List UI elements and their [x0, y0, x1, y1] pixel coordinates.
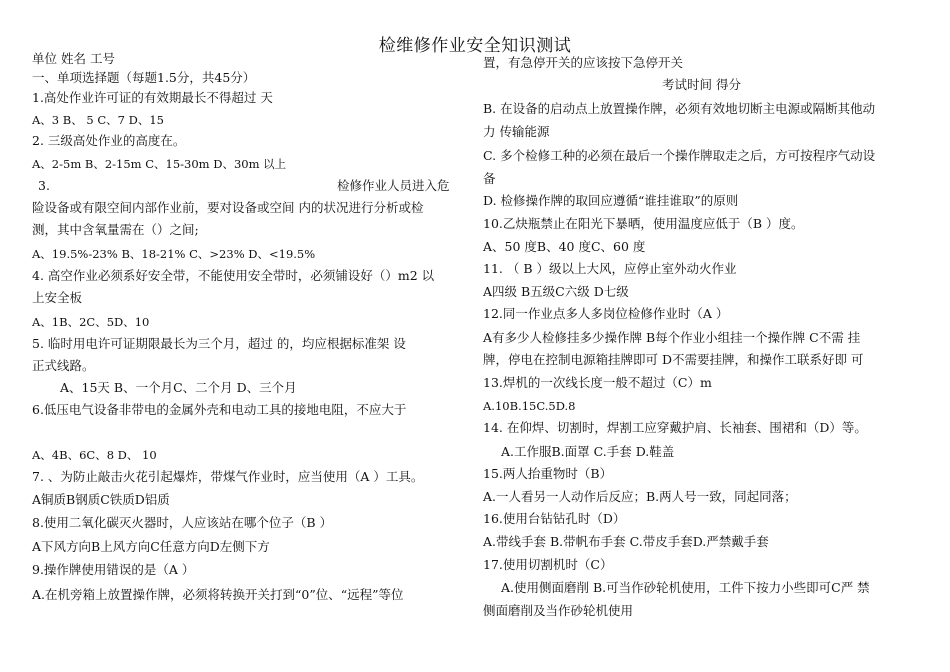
question-7-options: A铜质B钢质C铁质D铝质: [32, 492, 170, 507]
question-17: 17.使用切割机时（C）: [483, 557, 613, 572]
question-3-line-3: 测，其中含氧量需在（）之间;: [32, 222, 199, 237]
question-3-line-1: 检修作业人员进入危: [337, 178, 450, 193]
question-8: 8.使用二氧化碳灭火器时，人应该站在哪个位子（B ）: [32, 515, 333, 530]
question-6-options: A、4B、6C、8 D、 10: [32, 448, 157, 462]
question-12: 12.同一作业点多人多岗位检修作业时（A ）: [483, 306, 729, 321]
question-2: 2. 三级高处作业的高度在。: [32, 133, 186, 148]
question-9-option-b-line-2: 力 传输能源: [483, 124, 550, 139]
question-11-options: A四级 B五级C六级 D七级: [483, 284, 629, 299]
question-1-options: A、3 B、 5 C、7 D、15: [32, 113, 164, 127]
question-15: 15.两人抬重物时（B）: [483, 466, 613, 481]
question-11: 11. （ B ）级以上大风，应停止室外动火作业: [483, 261, 737, 276]
question-15-options: A.一人看另一人动作后反应；B.两人号一致，同起同落；: [483, 489, 797, 504]
page-title: 检维修作业安全知识测试: [378, 36, 572, 56]
info-line-right: 考试时间 得分: [662, 77, 741, 92]
question-9-option-d: D. 检修操作牌的取回应遵循“谁挂谁取”的原则: [483, 193, 739, 208]
question-12-option-line-1: A有多少人检修挂多少操作牌 B每个作业小组挂一个操作牌 C不需 挂: [483, 330, 861, 345]
question-5-line-2: 正式线路。: [32, 358, 95, 373]
question-9-option-c-line-2: 备: [483, 171, 496, 186]
info-line-left: 单位 姓名 工号: [32, 51, 115, 66]
question-17-option-line-1: A.使用侧面磨削 B.可当作砂轮机使用，工件下按力小些即可C严 禁: [501, 580, 870, 595]
question-2-options: A、2-5m B、2-15m C、15-30m D、30m 以上: [32, 157, 287, 171]
question-10-options: A、50 度B、40 度C、60 度: [483, 239, 646, 254]
question-9-option-a: A.在机旁箱上放置操作牌，必须将转换开关打到“0”位、“远程”等位: [32, 587, 404, 602]
question-4-line-2: 上安全板: [32, 290, 83, 305]
question-6: 6.低压电气设备非带电的金属外壳和电动工具的接地电阻，不应大于: [32, 402, 407, 417]
question-12-option-line-2: 牌，停电在控制电源箱挂牌即可 D不需要挂牌，和操作工联系好即 可: [483, 352, 864, 367]
question-14: 14. 在仰焊、切割时，焊割工应穿戴护肩、长袖套、围裙和（D）等。: [483, 420, 867, 435]
question-4-line-1: 4. 高空作业必须系好安全带，不能使用安全带时，必须铺设好（）m2 以: [32, 268, 435, 283]
question-4-options: A、1B、2C、5D、10: [32, 315, 150, 329]
question-16-options: A.带线手套 B.带帆布手套 C.带皮手套D.严禁戴手套: [483, 534, 769, 549]
question-7: 7. 、为防止敲击火花引起爆炸，带煤气作业时，应当使用（A ）工具。: [32, 469, 424, 484]
question-13: 13.焊机的一次线长度一般不超过（C）m: [483, 375, 712, 390]
question-13-options: A.10B.15C.5D.8: [483, 399, 576, 413]
question-3-line-2: 险设备或有限空间内部作业前，要对设备或空间 内的状况进行分析或检: [32, 200, 424, 215]
question-17-option-line-2: 侧面磨削及当作砂轮机使用: [483, 603, 634, 618]
section-heading: 一、单项选择题（每题1.5分，共45分）: [32, 70, 256, 85]
question-16: 16.使用台钻钻孔时（D）: [483, 511, 626, 526]
question-9-option-c-line-1: C. 多个检修工种的必须在最后一个操作牌取走之后，方可按程序气动设: [483, 148, 876, 163]
question-8-options: A下风方向B上风方向C任意方向D左侧下方: [32, 539, 270, 554]
question-9-option-b-line-1: B. 在设备的启动点上放置操作牌，必须有效地切断主电源或隔断其他动: [483, 101, 876, 116]
question-3-number: 3.: [38, 178, 50, 193]
question-9-option-a-continued: 置，有急停开关的应该按下急停开关: [483, 55, 684, 70]
question-14-options: A.工作服B.面罩 C.手套 D.鞋盖: [501, 444, 675, 459]
question-5-line-1: 5. 临时用电许可证期限最长为三个月，超过 的，均应根据标准架 设: [32, 336, 406, 351]
question-10: 10.乙炔瓶禁止在阳光下暴晒，使用温度应低于（B ）度。: [483, 216, 804, 231]
question-1: 1.高处作业许可证的有效期最长不得超过 天: [32, 90, 273, 105]
question-9: 9.操作牌使用错误的是（A ）: [32, 562, 195, 577]
question-3-options: A、19.5%-23% B、18-21% C、>23% D、<19.5%: [32, 247, 316, 261]
question-5-options: A、15天 B、一个月C、二个月 D、三个月: [60, 380, 297, 395]
